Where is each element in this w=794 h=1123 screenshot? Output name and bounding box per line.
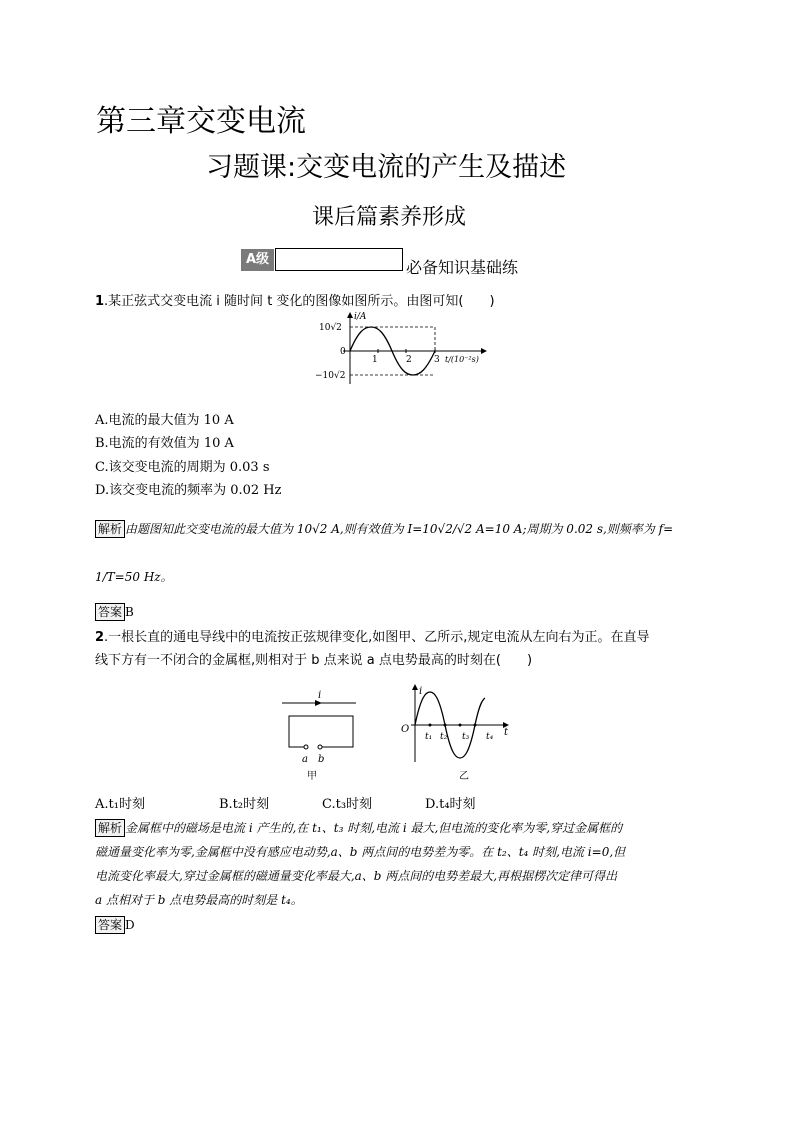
q2-label-a: a <box>302 754 308 765</box>
q1-analysis-line2: 1/T=50 Hz。 <box>95 570 173 584</box>
q2-option-b: B.t₂时刻 <box>219 797 270 812</box>
q2-label-b: b <box>318 754 325 765</box>
q2-terminal-b <box>318 745 322 749</box>
question-2-text-2: 线下方有一不闭合的金属框,则相对于 b 点来说 a 点电势最高的时刻在( ) <box>95 653 533 668</box>
chapter-title: 第三章交变电流 <box>96 104 306 139</box>
q2-t3-label: t₃ <box>462 732 470 742</box>
q1-ylabel: i/A <box>354 312 367 322</box>
q1-origin-label: 0 <box>340 347 346 357</box>
q1-x2-label: 2 <box>406 355 412 365</box>
q2-caption-b: 乙 <box>459 771 469 782</box>
q1-analysis <box>95 518 700 540</box>
q2-figure-b <box>393 682 518 782</box>
level-box <box>275 248 403 271</box>
q2-metal-frame <box>289 716 353 747</box>
q1-sine-graph <box>305 310 495 388</box>
question-2-stem <box>95 628 705 648</box>
q2-caption-a: 甲 <box>307 771 317 782</box>
level-badge: A级 <box>241 249 274 271</box>
q2-t1-label: t₁ <box>425 732 433 742</box>
q2-analysis-tag: 解析 <box>95 819 125 837</box>
q1-analysis-line1: 由题图知此交变电流的最大值为 10√2 A,则有效值为 I=10√2/√2 A=10 A;周期为 0.02 s,则频率为 f= <box>125 522 674 536</box>
q2-point-t3 <box>459 724 462 727</box>
q2-option-d: D.t₄时刻 <box>425 797 476 812</box>
q1-option-b: B.电流的有效值为 10 A <box>95 436 234 451</box>
q2-analysis <box>95 817 710 839</box>
question-2-text-1: .一根长直的通电导线中的电流按正弦规律变化,如图甲、乙所示,规定电流从左向右为正。在直导 <box>104 630 650 645</box>
question-1-text: .某正弦式交变电流 i 随时间 t 变化的图像如图所示。由图可知( ) <box>104 294 495 309</box>
q2-ylabel: i <box>419 686 423 697</box>
q1-answer <box>95 601 134 623</box>
question-2-number: 2 <box>95 630 105 645</box>
q2-option-c: C.t₃时刻 <box>322 797 373 812</box>
q1-option-d: D.该交变电流的频率为 0.02 Hz <box>95 483 282 498</box>
q2-point-t2 <box>444 724 447 727</box>
q2-answer <box>95 914 135 936</box>
q1-ymin-label: −10√2 <box>315 371 346 381</box>
q2-terminal-a <box>304 745 308 749</box>
q2-origin-label: O <box>401 724 410 735</box>
question-1-stem <box>95 292 495 312</box>
q2-xlabel: t <box>504 727 509 738</box>
q1-x-arrow <box>481 348 487 354</box>
q1-answer-value: B <box>125 605 134 619</box>
q1-option-c: C.该交变电流的周期为 0.03 s <box>95 460 270 475</box>
level-label: 必备知识基础练 <box>406 258 519 277</box>
q1-option-a: A.电流的最大值为 10 A <box>95 413 234 428</box>
q1-x3-label: 3 <box>434 355 440 365</box>
section-title: 课后篇素养形成 <box>312 205 467 230</box>
question-1-number: 1 <box>95 294 105 309</box>
q2-answer-tag: 答案 <box>95 916 125 934</box>
q2-analysis-line4: a 点相对于 b 点电势最高的时刻是 t₄。 <box>95 893 303 907</box>
q1-ymax-label: 10√2 <box>319 323 342 333</box>
q2-figure-a <box>280 688 362 783</box>
q2-answer-value: D <box>125 918 135 932</box>
q2-t4-label: t₄ <box>486 732 494 742</box>
q2-analysis-line1: 金属框中的磁场是电流 i 产生的,在 t₁、t₃ 时刻,电流 i 最大,但电流的变化率为零,穿过金属框的 <box>125 821 623 835</box>
q2-t2-label: t₂ <box>440 732 448 742</box>
q1-analysis-tag: 解析 <box>95 520 125 538</box>
q1-y-arrow <box>347 312 353 318</box>
q2-y-arrow <box>412 684 418 690</box>
lesson-title: 习题课:交变电流的产生及描述 <box>206 152 567 183</box>
q1-answer-tag: 答案 <box>95 603 125 621</box>
q2-point-t1 <box>429 724 432 727</box>
q1-xlabel: t/(10⁻²s) <box>445 355 479 364</box>
q2-option-a: A.t₁时刻 <box>95 797 145 812</box>
q2-analysis-line2: 磁通量变化率为零,金属框中没有感应电动势,a、b 两点间的电势差为零。在 t₂、t₄ 时刻,电流 i=0,但 <box>95 845 626 859</box>
q2-analysis-line3: 电流变化率最大,穿过金属框的磁通量变化率最大,a、b 两点间的电势差最大,再根据楞次定律可得出 <box>95 869 618 883</box>
q2-current-label: i <box>318 690 322 701</box>
q2-point-t4 <box>474 724 477 727</box>
q1-x1-label: 1 <box>372 355 378 365</box>
